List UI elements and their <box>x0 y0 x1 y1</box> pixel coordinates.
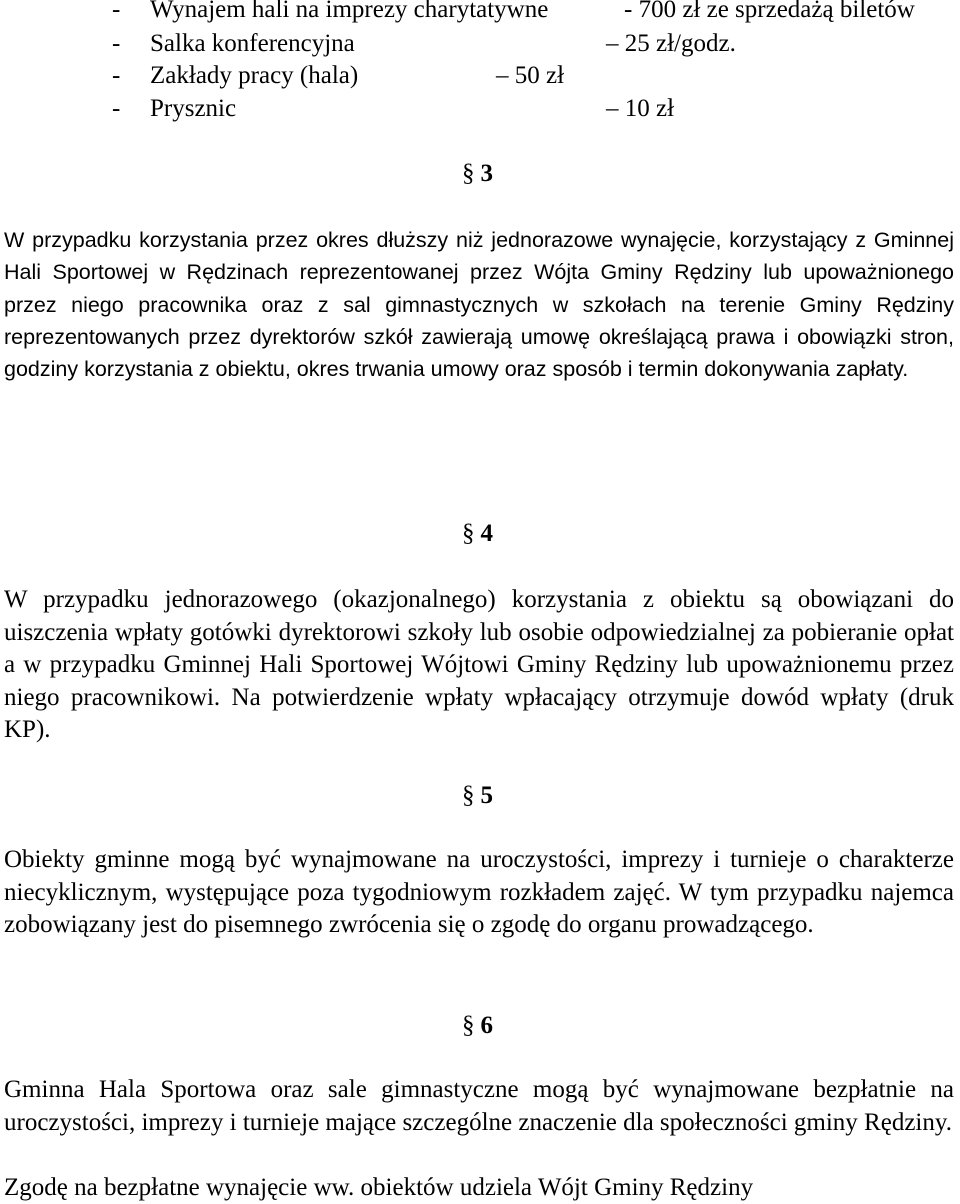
section-6-text: Gminna Hala Sportowa oraz sale gimnastyczne mogą być wynajmowane bezpłatnie na uroczystości, imprezy i turnieje mające szczególne znaczenie dla społeczności gminy Rędziny. <box>4 1076 954 1136</box>
list-dash: - <box>112 0 121 23</box>
fee-price: – 50 zł <box>496 62 565 89</box>
fee-item-charity-rental <box>112 0 915 26</box>
final-line: Zgodę na bezpłatne wynajęcie ww. obiektów udziela Wójt Gminy Rędziny <box>4 1174 754 1201</box>
list-dash: - <box>112 30 121 57</box>
section-number: 4 <box>480 520 493 547</box>
section-3-text: W przypadku korzystania przez okres dłuższy niż jednorazowe wynajęcie, korzystający z Gminnej Hali Sportowej w Rędzinach reprezentowanej przez Wójta Gminy Rędziny lub upoważnionego przez niego pracownika oraz z sal gimnastycznych w szkołach na terenie Gminy Rędziny reprezentowanych przez dyrektorów szkół zawierają umowę określającą prawa i obowiązki stron, godziny korzystania z obiektu, okres trwania umowy oraz sposób i termin dokonywania zapłaty. <box>4 228 954 382</box>
fee-item-workplaces <box>112 60 565 92</box>
fee-price: - 700 zł ze sprzedażą biletów <box>624 0 915 23</box>
section-symbol: § <box>462 1012 475 1039</box>
section-symbol: § <box>462 520 475 547</box>
section-number: 3 <box>480 160 493 187</box>
fee-name: Salka konferencyjna <box>150 30 355 57</box>
section-4-text: W przypadku jednorazowego (okazjonalnego) korzystania z obiektu są obowiązani do uiszczenia wpłaty gotówki dyrektorowi szkoły lub osobie odpowiedzialnej za pobieranie opłat a w przypadku Gminnej Hali Sportowej Wójtowi Gminy Rędziny lub upoważnionemu przez niego pracownikowi. Na potwierdzenie wpłaty wpłacający otrzymuje dowód wpłaty (druk KP). <box>4 586 954 743</box>
fee-name: Zakłady pracy (hala) <box>150 62 359 89</box>
section-5-text: Obiekty gminne mogą być wynajmowane na uroczystości, imprezy i turnieje o charakterze niecyklicznym, występujące poza tygodniowym rozkładem zajęć. W tym przypadku najemca zobowiązany jest do pisemnego zwrócenia się o zgodę do organu prowadzącego. <box>4 846 954 938</box>
section-number: 6 <box>480 1012 493 1039</box>
fee-name: Wynajem hali na imprezy charytatywne <box>150 0 549 23</box>
fee-price: – 10 zł <box>606 95 675 122</box>
section-symbol: § <box>462 160 475 187</box>
list-dash: - <box>112 62 121 89</box>
section-symbol: § <box>462 782 475 809</box>
fee-item-shower <box>112 93 675 125</box>
section-heading-6 <box>462 1010 493 1042</box>
section-heading-5 <box>462 780 493 812</box>
fee-price: – 25 zł/godz. <box>606 30 736 57</box>
fee-name: Prysznic <box>150 95 237 122</box>
section-number: 5 <box>480 782 493 809</box>
section-heading-3 <box>462 158 493 190</box>
section-heading-4 <box>462 518 493 550</box>
list-dash: - <box>112 95 121 122</box>
fee-item-conference-room <box>112 28 736 60</box>
